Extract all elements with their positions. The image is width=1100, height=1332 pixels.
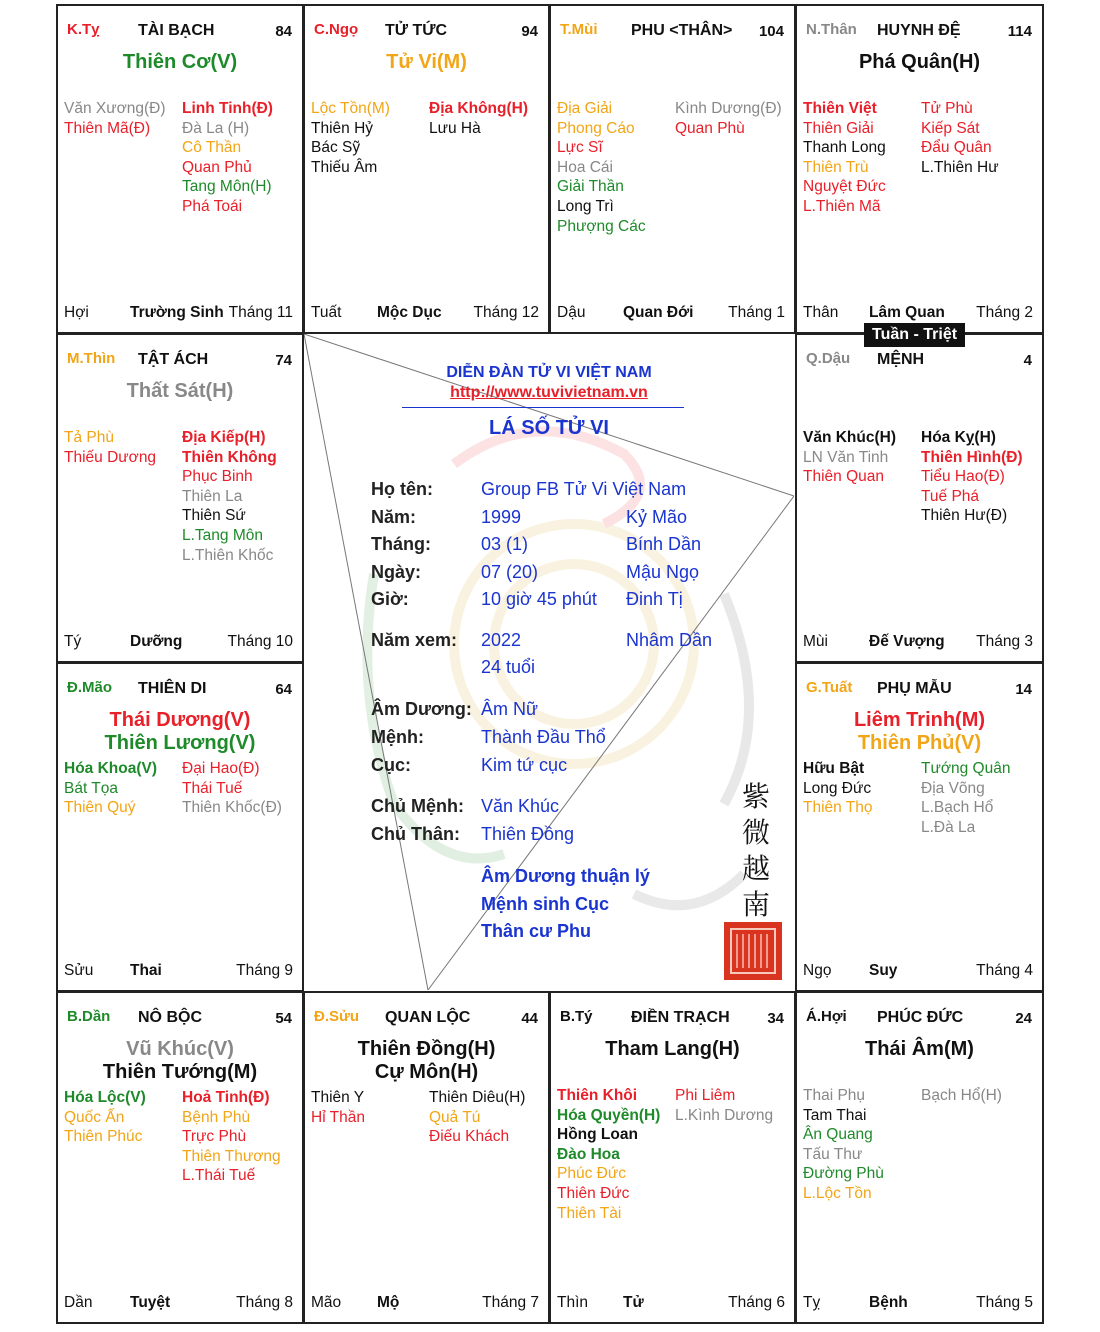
palace-branch: Mão — [311, 1294, 342, 1311]
palace-branch: Thìn — [557, 1294, 589, 1311]
minor-star: Văn Xương(Đ) — [64, 100, 166, 117]
minor-star: Phục Binh — [182, 468, 253, 486]
info-extra: Mậu Ngọ — [626, 562, 700, 582]
minor-star: Lộc Tồn(M) — [311, 100, 390, 117]
palace-can: G.Tuất — [806, 679, 853, 696]
main-star: Phá Quân(H) — [858, 51, 981, 73]
info-value: Văn Khúc — [481, 796, 560, 816]
palace-than[interactable] — [795, 4, 1044, 334]
palace-can: Đ.Sửu — [314, 1008, 360, 1025]
palace-month: Tháng 9 — [236, 962, 293, 979]
minor-star: Thiên Phúc — [64, 1128, 143, 1146]
info-label: Âm Dương: — [371, 699, 472, 719]
minor-star: Thiên Thương — [182, 1147, 281, 1165]
info-label: Năm: — [371, 507, 417, 527]
info-value: Group FB Tử Vi Việt Nam — [481, 479, 687, 499]
info-label: Năm xem: — [371, 630, 458, 650]
palace-month: Tháng 11 — [228, 304, 293, 321]
minor-star: Địa Võng — [921, 779, 985, 797]
minor-star: Thiên La — [182, 487, 243, 505]
minor-star: Hoả Tinh(Đ) — [182, 1089, 270, 1106]
info-value: 1999 — [481, 507, 522, 527]
palace-stage: Suy — [869, 962, 898, 979]
palace-mui[interactable] — [549, 4, 796, 334]
palace-branch: Ngọ — [803, 962, 832, 979]
palace-branch: Dần — [64, 1294, 93, 1311]
minor-star: Trực Phù — [182, 1128, 247, 1146]
info-extra: Kỷ Mão — [626, 507, 688, 527]
minor-star: Hóa Lộc(V) — [64, 1089, 146, 1106]
palace-age: 104 — [758, 23, 784, 40]
palace-age: 74 — [275, 352, 292, 369]
main-star: Tham Lang(H) — [605, 1038, 740, 1060]
palace-stage: Tuyệt — [130, 1294, 171, 1311]
minor-star: Thiên Giải — [803, 119, 874, 137]
minor-star: Phong Cáo — [557, 119, 635, 137]
minor-star: Tả Phù — [64, 429, 114, 446]
info-value: 2022 — [481, 630, 522, 650]
palace-name: HUYNH ĐỆ — [877, 22, 961, 39]
tu-vi-chart — [56, 4, 1044, 1324]
main-star: Thiên Cơ(V) — [122, 51, 238, 73]
minor-star: Kình Dương(Đ) — [675, 100, 782, 117]
minor-star: Thiên Mã(Đ) — [64, 119, 151, 137]
palace-can: B.Tý — [560, 1008, 593, 1025]
palace-can: C.Ngọ — [314, 21, 359, 38]
palace-month: Tháng 8 — [236, 1294, 293, 1311]
palace-stage: Mộ — [377, 1294, 400, 1311]
han-character: 南 — [742, 888, 771, 921]
minor-star: Hoa Cái — [557, 158, 613, 176]
minor-star: Lưu Hà — [429, 119, 481, 137]
minor-star: Hỉ Thần — [311, 1108, 365, 1126]
title-divider — [402, 407, 684, 408]
palace-stage: Tử — [623, 1294, 644, 1311]
palace-branch: Hợi — [64, 304, 89, 321]
minor-star: Nguyệt Đức — [803, 178, 886, 196]
minor-star: L.Thái Tuế — [182, 1167, 256, 1185]
minor-star: L.Kình Dương — [675, 1106, 774, 1124]
minor-star: L.Lộc Tồn — [803, 1185, 872, 1202]
info-extra: Bính Dần — [626, 534, 702, 554]
main-star: Vũ Khúc(V) — [126, 1038, 234, 1060]
palace-suu[interactable] — [303, 991, 550, 1324]
minor-star: Thiên Tài — [557, 1204, 622, 1222]
palace-age: 114 — [1007, 23, 1032, 40]
minor-star: Phá Toái — [182, 198, 243, 215]
palace-month: Tháng 5 — [976, 1294, 1033, 1311]
minor-star: Bệnh Phù — [182, 1108, 251, 1126]
minor-star: Văn Khúc(H) — [803, 429, 896, 446]
minor-star: L.Bạch Hổ — [921, 799, 994, 817]
palace-name: TỬ TỨC — [385, 22, 448, 39]
minor-star: Phi Liêm — [675, 1087, 736, 1104]
palace-stage: Dưỡng — [130, 633, 183, 650]
main-star: Thái Âm(M) — [865, 1038, 974, 1060]
palace-name: PHÚC ĐỨC — [877, 1009, 964, 1026]
palace-name: THIÊN DI — [138, 680, 207, 697]
palace-can: K.Tỵ — [67, 21, 100, 38]
palace-dau[interactable] — [795, 333, 1044, 663]
minor-star: Phượng Các — [557, 217, 646, 235]
main-star: Cự Môn(H) — [374, 1061, 479, 1083]
minor-star: Thiên Hư(Đ) — [921, 507, 1008, 525]
palace-name: QUAN LỘC — [385, 1009, 471, 1026]
forum-url[interactable]: http://www.tuvivietnam.vn — [450, 384, 648, 401]
palace-stage: Mộc Dục — [377, 304, 442, 321]
palace-name: NÔ BỘC — [138, 1009, 202, 1026]
palace-age: 54 — [275, 1010, 292, 1027]
minor-star: Kiếp Sát — [921, 119, 980, 137]
minor-star: Quả Tú — [429, 1108, 481, 1126]
minor-star: Đào Hoa — [557, 1145, 620, 1163]
palace-month: Tháng 10 — [227, 633, 293, 650]
palace-dan[interactable] — [56, 991, 304, 1324]
minor-star: Bác Sỹ — [311, 139, 361, 157]
palace-month: Tháng 2 — [976, 304, 1033, 321]
info-label: Họ tên: — [371, 479, 433, 499]
palace-branch: Sửu — [64, 962, 94, 979]
palace-stage: Trường Sinh — [130, 304, 224, 321]
palace-can: Á.Hợi — [806, 1008, 847, 1025]
palace-can: N.Thân — [806, 21, 857, 38]
info-extra: Đinh Tị — [626, 589, 683, 609]
minor-star: Thiên Thọ — [803, 799, 873, 817]
minor-star: Tam Thai — [803, 1106, 867, 1124]
palace-thin[interactable] — [56, 333, 304, 663]
minor-star: Long Trì — [557, 198, 614, 215]
palace-ty-snake[interactable] — [56, 4, 304, 334]
palace-age: 44 — [521, 1010, 538, 1027]
palace-month: Tháng 4 — [976, 962, 1033, 979]
minor-star: Tang Môn(H) — [182, 178, 272, 196]
palace-month: Tháng 6 — [728, 1294, 785, 1311]
minor-star: Bát Tọa — [64, 779, 119, 797]
minor-star: Thiên Y — [311, 1089, 365, 1106]
minor-star: Thiên Quan — [803, 468, 884, 486]
minor-star: LN Văn Tinh — [803, 448, 889, 466]
palace-branch: Tỵ — [803, 1294, 821, 1311]
minor-star: Thiên Hình(Đ) — [921, 448, 1023, 466]
info-label: Ngày: — [371, 562, 422, 582]
chart-note: Mệnh sinh Cục — [481, 893, 610, 914]
info-value: Kim tứ cục — [481, 755, 568, 775]
palace-age: 14 — [1015, 681, 1032, 698]
minor-star: Thái Tuế — [182, 779, 243, 797]
minor-star: Hóa Kỵ(H) — [921, 429, 996, 446]
info-value: 03 (1) — [481, 534, 529, 554]
info-value: Thiên Đồng — [481, 824, 575, 844]
minor-star: Hóa Quyền(H) — [557, 1106, 661, 1124]
main-star: Thất Sát(H) — [126, 380, 234, 402]
minor-star: Quan Phủ — [182, 158, 252, 176]
minor-star: Địa Không(H) — [429, 100, 529, 117]
palace-stage: Đế Vượng — [869, 633, 945, 650]
minor-star: Thiếu Âm — [311, 158, 378, 176]
palace-name: ĐIỀN TRẠCH — [631, 1009, 730, 1026]
palace-stage: Bệnh — [869, 1294, 908, 1311]
info-value: 07 (20) — [481, 562, 539, 582]
main-star: Thiên Tướng(M) — [102, 1061, 258, 1083]
han-character: 越 — [742, 852, 771, 885]
palace-month: Tháng 12 — [473, 304, 539, 321]
info-label: Giờ: — [371, 589, 409, 609]
minor-star: Thiếu Dương — [64, 448, 157, 466]
minor-star: Thiên Khôi — [557, 1087, 638, 1104]
palace-tuat[interactable] — [795, 662, 1044, 992]
forum-name: DIỄN ĐÀN TỬ VI VIỆT NAM — [446, 364, 652, 381]
minor-star: Địa Kiếp(H) — [182, 429, 266, 446]
minor-star: Địa Giải — [557, 100, 613, 117]
minor-star: Tuế Phá — [921, 487, 980, 505]
minor-star: Đà La (H) — [182, 119, 250, 137]
minor-star: Hữu Bật — [803, 760, 865, 777]
minor-star: Thanh Long — [803, 139, 886, 157]
minor-star: Thiên Việt — [803, 100, 877, 117]
palace-can: T.Mùi — [560, 21, 598, 38]
palace-age: 84 — [275, 23, 292, 40]
palace-branch: Thân — [803, 304, 839, 321]
palace-branch: Mùi — [803, 633, 828, 650]
info-label: Cục: — [371, 755, 411, 775]
han-character: 微 — [742, 816, 771, 849]
minor-star: Thiên Không — [182, 448, 277, 466]
main-star: Liêm Trinh(M) — [853, 709, 986, 731]
palace-name: PHU <THÂN> — [631, 22, 733, 39]
minor-star: Tiểu Hao(Đ) — [921, 468, 1005, 486]
main-star: Thiên Đồng(H) — [357, 1038, 496, 1060]
palace-can: Q.Dậu — [806, 350, 851, 367]
minor-star: Tử Phù — [921, 100, 973, 117]
minor-star: Phúc Đức — [557, 1165, 626, 1183]
palace-age: 94 — [521, 23, 538, 40]
center-info-panel — [304, 334, 794, 990]
palace-mao[interactable] — [56, 662, 304, 992]
minor-star: Quốc Ấn — [64, 1108, 125, 1126]
palace-stage: Thai — [130, 962, 162, 979]
palace-month: Tháng 3 — [976, 633, 1033, 650]
info-value: 10 giờ 45 phút — [481, 589, 597, 609]
minor-star: Thiên Sứ — [182, 507, 246, 525]
palace-name: TÀI BẠCH — [138, 22, 215, 39]
chart-note: Thân cư Phu — [481, 921, 592, 941]
palace-name: TẬT ÁCH — [138, 351, 209, 368]
palace-age: 34 — [767, 1010, 784, 1027]
seal-stamp — [724, 922, 782, 980]
palace-stage: Quan Đới — [623, 304, 694, 321]
palace-hoi[interactable] — [795, 991, 1044, 1324]
minor-star: L.Tang Môn — [182, 527, 263, 544]
palace-name: PHỤ MẪU — [877, 680, 952, 697]
palace-month: Tháng 1 — [728, 304, 785, 321]
minor-star: Hồng Loan — [557, 1126, 638, 1144]
minor-star: Thiên Trù — [803, 158, 869, 176]
palace-can: B.Dần — [67, 1008, 111, 1025]
minor-star: Quan Phù — [675, 119, 745, 137]
palace-age: 4 — [1023, 352, 1032, 369]
minor-star: Đường Phù — [803, 1165, 884, 1183]
tuan-triet-marker: Tuần - Triệt — [864, 323, 965, 347]
palace-can: Đ.Mão — [67, 679, 112, 696]
info-value: Thành Đầu Thổ — [481, 727, 606, 747]
info-extra: Nhâm Dần — [626, 630, 713, 650]
palace-age: 24 — [1015, 1010, 1032, 1027]
minor-star: Đẩu Quân — [921, 139, 992, 157]
chart-title: LÁ SỐ TỬ VI — [489, 417, 609, 439]
info-label: Chủ Mệnh: — [371, 796, 464, 816]
minor-star: Thiên Diêu(H) — [429, 1089, 526, 1106]
minor-star: Thiên Khốc(Đ) — [182, 799, 282, 817]
minor-star: Cô Thần — [182, 139, 242, 157]
main-star: Thiên Lương(V) — [104, 732, 256, 754]
chart-note: Âm Dương thuận lý — [481, 866, 650, 886]
palace-branch: Dậu — [557, 304, 586, 321]
minor-star: Đại Hao(Đ) — [182, 760, 260, 777]
minor-star: Giải Thần — [557, 178, 624, 196]
minor-star: Thiên Đức — [557, 1185, 630, 1202]
palace-age: 64 — [275, 681, 292, 698]
minor-star: Tấu Thư — [803, 1145, 863, 1163]
info-label: Mệnh: — [371, 727, 424, 747]
info-label: Tháng: — [371, 534, 431, 554]
info-value: Âm Nữ — [481, 699, 539, 719]
main-star: Thiên Phủ(V) — [857, 732, 982, 754]
minor-star: Thiên Hỷ — [311, 119, 374, 137]
minor-star: L.Đà La — [921, 818, 976, 836]
minor-star: Tướng Quân — [921, 760, 1011, 777]
main-star: Tử Vi(M) — [386, 51, 467, 73]
palace-name: MỆNH — [877, 351, 925, 368]
minor-star: Lực Sĩ — [557, 139, 603, 157]
minor-star: L.Thiên Khốc — [182, 546, 274, 564]
palace-branch: Tý — [64, 633, 82, 650]
minor-star: L.Thiên Hư — [921, 158, 999, 176]
minor-star: L.Thiên Mã — [803, 198, 881, 215]
info-label: Chủ Thân: — [371, 824, 460, 844]
palace-stage: Lâm Quan — [869, 304, 945, 321]
minor-star: Hóa Khoa(V) — [64, 760, 157, 777]
minor-star: Điếu Khách — [429, 1128, 510, 1146]
palace-month: Tháng 7 — [482, 1294, 539, 1311]
minor-star: Thai Phụ — [803, 1087, 866, 1104]
palace-ty-rat[interactable] — [549, 991, 796, 1324]
info-value: 24 tuổi — [481, 657, 536, 677]
minor-star: Linh Tinh(Đ) — [182, 100, 273, 117]
main-star: Thái Dương(V) — [109, 709, 251, 731]
minor-star: Ân Quang — [803, 1126, 873, 1144]
minor-star: Thiên Quý — [64, 799, 136, 817]
minor-star: Long Đức — [803, 779, 872, 797]
palace-branch: Tuất — [311, 304, 342, 321]
palace-can: M.Thìn — [67, 350, 116, 367]
palace-ngo[interactable] — [303, 4, 550, 334]
han-character: 紫 — [742, 780, 771, 813]
minor-star: Bạch Hổ(H) — [921, 1087, 1002, 1104]
